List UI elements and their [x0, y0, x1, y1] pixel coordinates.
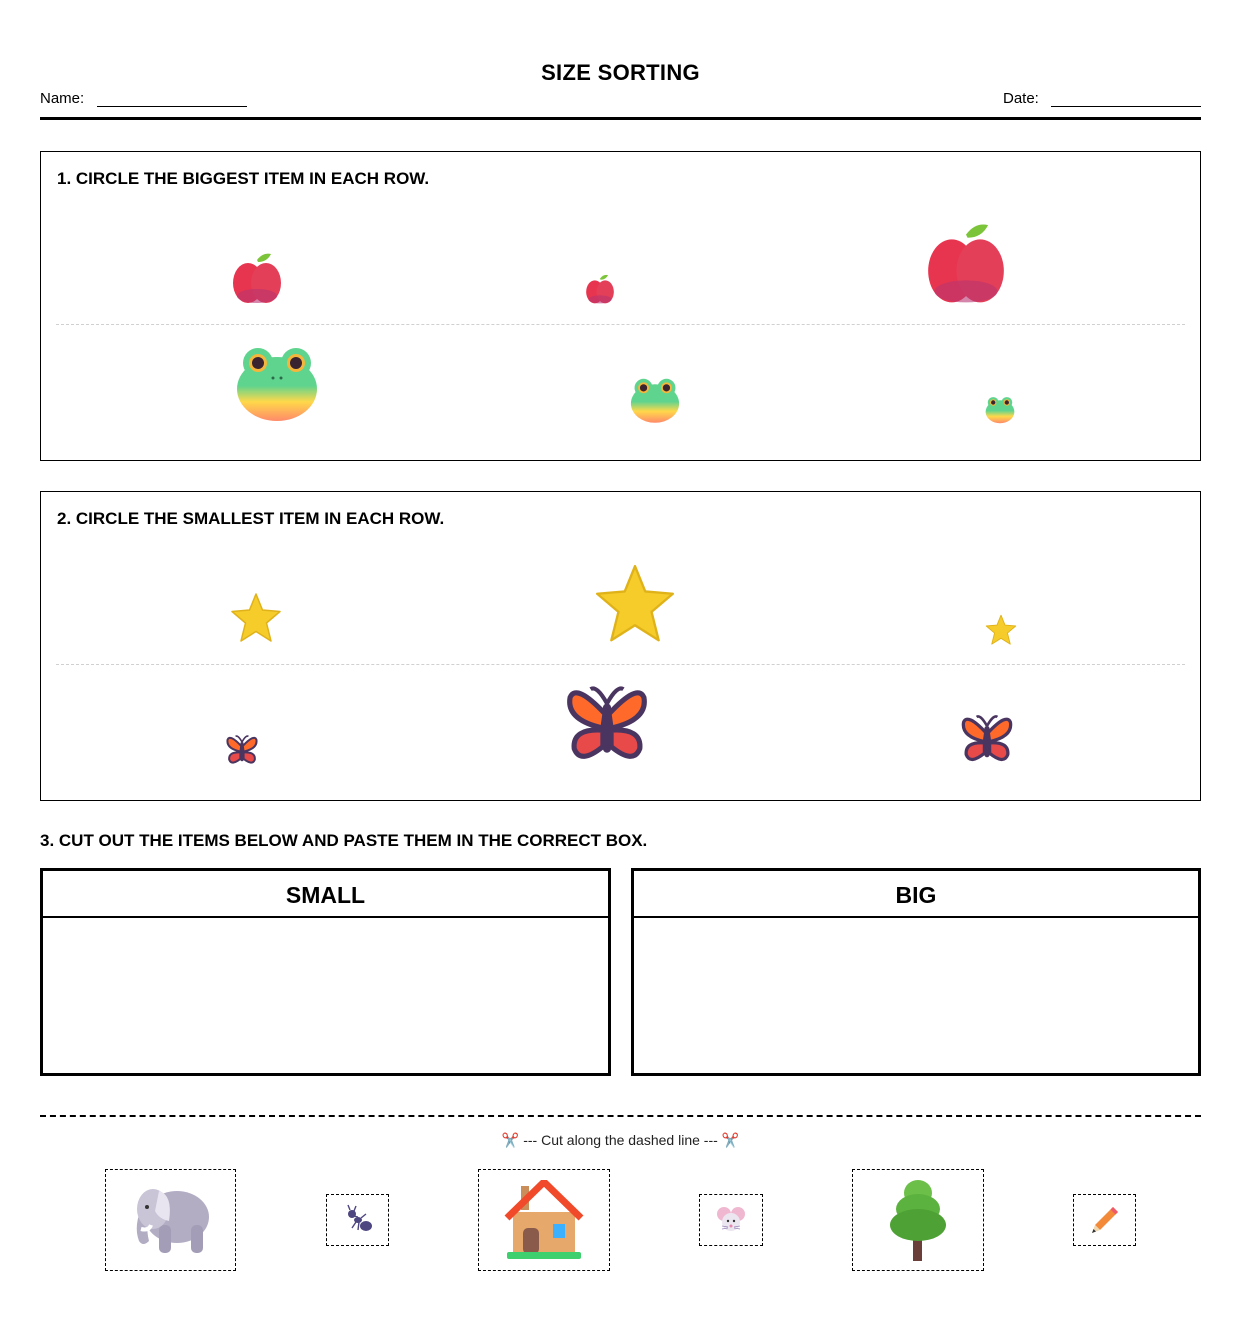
page-title: SIZE SORTING — [541, 60, 700, 85]
cutout-elephant[interactable] — [105, 1169, 236, 1271]
section-biggest-instruction: 1. CIRCLE THE BIGGEST ITEM IN EACH ROW. — [57, 169, 430, 188]
cutout-ant[interactable] — [326, 1194, 389, 1246]
big-bin[interactable] — [631, 868, 1201, 1076]
star-small[interactable] — [985, 614, 1017, 646]
butterfly-medium[interactable] — [961, 713, 1013, 765]
cutout-tree[interactable] — [852, 1169, 984, 1271]
cutout-house[interactable] — [478, 1169, 610, 1271]
date-field[interactable] — [1051, 106, 1201, 107]
butterfly-large[interactable] — [566, 683, 648, 765]
name-field[interactable] — [97, 106, 247, 107]
cut-dashed-line — [40, 1115, 1201, 1117]
header-divider — [40, 117, 1201, 120]
small-bin-label: SMALL — [43, 871, 608, 918]
frog-small[interactable] — [985, 396, 1015, 424]
cutout-pencil[interactable] — [1073, 1194, 1136, 1246]
name-label: Name: — [40, 90, 85, 107]
big-bin-label: BIG — [634, 871, 1198, 918]
tree-icon — [885, 1179, 951, 1261]
section-smallest-instruction: 2. CIRCLE THE SMALLEST ITEM IN EACH ROW. — [57, 509, 445, 528]
apple-large[interactable] — [925, 222, 1007, 304]
frog-medium[interactable] — [630, 377, 680, 424]
cut-instruction: ✂️ --- Cut along the dashed line --- ✂️ — [501, 1132, 740, 1148]
section-biggest — [40, 151, 1201, 461]
elephant-icon — [129, 1185, 213, 1255]
pencil-icon — [1089, 1204, 1121, 1236]
small-bin[interactable] — [40, 868, 611, 1076]
ant-icon — [342, 1204, 374, 1236]
butterfly-small[interactable] — [226, 734, 258, 766]
star-medium[interactable] — [230, 592, 282, 644]
date-label: Date: — [1003, 90, 1039, 107]
mouse-icon — [716, 1206, 746, 1234]
row-divider — [56, 324, 1185, 325]
cutout-mouse[interactable] — [699, 1194, 763, 1246]
row-divider — [56, 664, 1185, 665]
star-large[interactable] — [594, 563, 676, 645]
section-sort-instruction: 3. CUT OUT THE ITEMS BELOW AND PASTE THEM IN THE CORRECT BOX. — [40, 831, 648, 850]
apple-medium[interactable] — [231, 252, 283, 304]
apple-small[interactable] — [585, 274, 615, 304]
section-smallest — [40, 491, 1201, 801]
frog-large[interactable] — [236, 345, 318, 423]
house-icon — [503, 1180, 585, 1260]
